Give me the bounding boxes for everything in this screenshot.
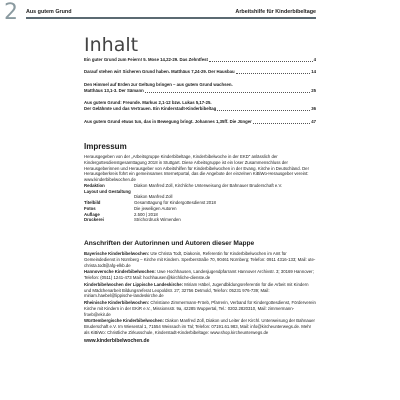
auflage-label: Auflage bbox=[84, 211, 100, 217]
author-block bbox=[84, 318, 316, 335]
author-block-label: Bayerische Kinderbibelwochen: bbox=[84, 251, 150, 256]
author-block-label: Rheinische Kinderbibelwochen: bbox=[84, 300, 150, 305]
titelbild-label: Titelbild bbox=[84, 200, 101, 205]
impressum-redaktion bbox=[84, 183, 316, 189]
redaktion-value: Diakon Manfred Zoll, Kirchliche Unterweisung der Bahnauer Bruderschaft e.V. bbox=[134, 182, 283, 188]
header-rule bbox=[26, 17, 316, 19]
toc-leader bbox=[253, 123, 310, 124]
author-block-text: Miriam Häbel, Jugendbildungsreferentin für die Arbeit mit Kindern und Mädchenarbeit Bildungsreferat Leopoldstr. 27; 32756 Detmold, Telefon: 05231 976-739; Mail: miriam.haebel@lippische-landeskirche.de bbox=[84, 281, 309, 299]
table-of-contents bbox=[84, 57, 316, 125]
authors-title: Anschriften der Autorinnen und Autoren dieser Mappe bbox=[84, 240, 255, 247]
author-block-label: Kinderbibelwochen der Lippische Landeskirche: bbox=[84, 281, 184, 287]
author-block-text: Uwe Hochhausen, Landesjugendpfarramt Hannover Archivstr. 3; 30169 Hannover; Telefon: (0511) 1241-473 Mail: hochhausen@kirchliche-dienste.de bbox=[84, 269, 314, 280]
toc-leader bbox=[217, 110, 310, 111]
layout-value: Diakon Manfred Zoll bbox=[134, 194, 173, 200]
website-link[interactable]: www.kinderbibelwochen.de bbox=[84, 337, 150, 344]
toc-entry-page: 36 bbox=[311, 106, 316, 112]
auflage-value: 2.500 | 2018 bbox=[134, 211, 158, 217]
titelbild-value: Gesamttagung für Kindergottesdienst 2018 bbox=[134, 200, 216, 205]
toc-entry[interactable] bbox=[84, 106, 316, 112]
author-block bbox=[84, 300, 316, 317]
impressum-title: Impressum bbox=[84, 142, 127, 151]
author-block-text: Diakon Manfred Zoll, Diakon und Leiter der Kirchl. Unterweisung der Bahnauer Bruderschaft e.V. Im Wiesental 1, 71554 Weissach im Tal; Telefon: 07191.61.983, Mail: info@kircheunterwegs.de. Mehr als KiBiWo: Christliche Zirkusschule, Kinderstadt-Kinderbibeltage: www.shop.kircheunterwegs.de bbox=[84, 318, 315, 335]
impressum-intro: Herausgegeben von der „Arbeitsgruppe Kinderbibeltage, Kinderbibelwoche in der EKD“ anlässlich der Kindergottesdienstgesamttagung 2018 in Stuttgart. Diese Arbeitsgruppe ist ein loser Zusammenschluss der Herausgeberinnen und Herausgeber von Arbeitshilfen für Kinderbibelwochen in der Evang. Kirche in Deutschland. Der Herausgeberkreis führt ein gemeinsames Internetportal, das die Angebote der einzelnen KiBiWo-Herausgeber vereint: www.kinderbibelwochen.de bbox=[84, 154, 310, 182]
impressum-druckerei bbox=[84, 217, 316, 223]
toc-entry-page: 4 bbox=[313, 57, 316, 62]
toc-leader bbox=[145, 92, 311, 93]
toc-entry-text: Darauf stehen wir! Sicheren Grund haben. Matthäus 7,24-29. Der Hausbau bbox=[84, 69, 235, 75]
toc-entry-page: 25 bbox=[311, 87, 316, 93]
impressum-section bbox=[84, 142, 316, 223]
toc-entry[interactable] bbox=[84, 119, 316, 125]
toc-entry[interactable] bbox=[84, 69, 316, 75]
authors-section bbox=[84, 240, 316, 344]
toc-entry-text: Aus gutem Grund etwas tun, das in Bewegung bringt. Johannes 1,35ff. Die Jünger bbox=[84, 118, 252, 124]
author-block bbox=[84, 251, 316, 268]
druckerei-value: Strichcrdruck Wimenden bbox=[134, 217, 181, 223]
toc-entry-page: 47 bbox=[311, 118, 316, 124]
toc-leader bbox=[209, 61, 313, 62]
page-number: 2 bbox=[4, 0, 18, 25]
author-block-label: Württembergische Kinderbibelwochen: bbox=[84, 318, 164, 324]
toc-entry[interactable] bbox=[84, 57, 316, 63]
header-right-title: Arbeitshilfe für Kinderbibeltage bbox=[235, 9, 316, 15]
druckerei-label: Druckerei bbox=[84, 217, 104, 223]
toc-entry-text: Der Gelähmte und das Vertrauen. Ein Kinderstadt-Kinderbibeltag bbox=[84, 106, 217, 112]
redaktion-label: Redaktion bbox=[84, 182, 105, 188]
header-left-title: Aus gutem Grund bbox=[26, 9, 72, 15]
author-block bbox=[84, 269, 316, 281]
author-block-text: Christiane Zimmermann-Fröeb, Pfarrerin, Verband für Kindergottesdienst, Förderverein Kirche mit Kindern in der EKiR e.V., Missionsstr. 9a, 42285 Wuppertal, Tel.: 0202.2820310, Mail: zimmermann-froeb@ekir.de bbox=[84, 300, 316, 317]
toc-entry-text: Matthäus 13,1-3. Der Sämann bbox=[84, 87, 144, 93]
author-block bbox=[84, 282, 316, 299]
fotos-label: Fotos bbox=[84, 205, 96, 211]
toc-entry-text: Aus gutem Grund: Freunde. Markus 2,1-12 bzw. Lukas 5,17-25. bbox=[84, 100, 212, 106]
toc-entry-text: Den Himmel auf Erden zur Geltung bringen – aus gutem Grund wachsen. bbox=[84, 81, 233, 87]
layout-label: Layout und Gestaltung bbox=[84, 188, 131, 194]
toc-entry-text: Ein guter Grund zum Feiern! 5. Mose 14,22-29. Das Zehntfest bbox=[84, 57, 208, 62]
toc-title: Inhalt bbox=[84, 34, 139, 56]
author-block-label: Hannoversche Kinderbibelwochen: bbox=[84, 269, 156, 275]
toc-leader bbox=[236, 73, 311, 74]
author-block-text: Ute Christa Todt, Diakonin, Referentin für Kinderbibelwochen im Amt für Gemeindedienst in Nürnberg – Kirche mit Kindern. Sperberstraße 70, 90461 Nürnberg; Telefon: 0911 4316-133; Mail: ute-christa.todt@afg-elkb.de bbox=[84, 251, 316, 268]
fotos-value: Die jeweiligen Autoren bbox=[134, 205, 177, 211]
toc-entry-page: 14 bbox=[311, 69, 316, 75]
toc-entry[interactable] bbox=[84, 88, 316, 94]
